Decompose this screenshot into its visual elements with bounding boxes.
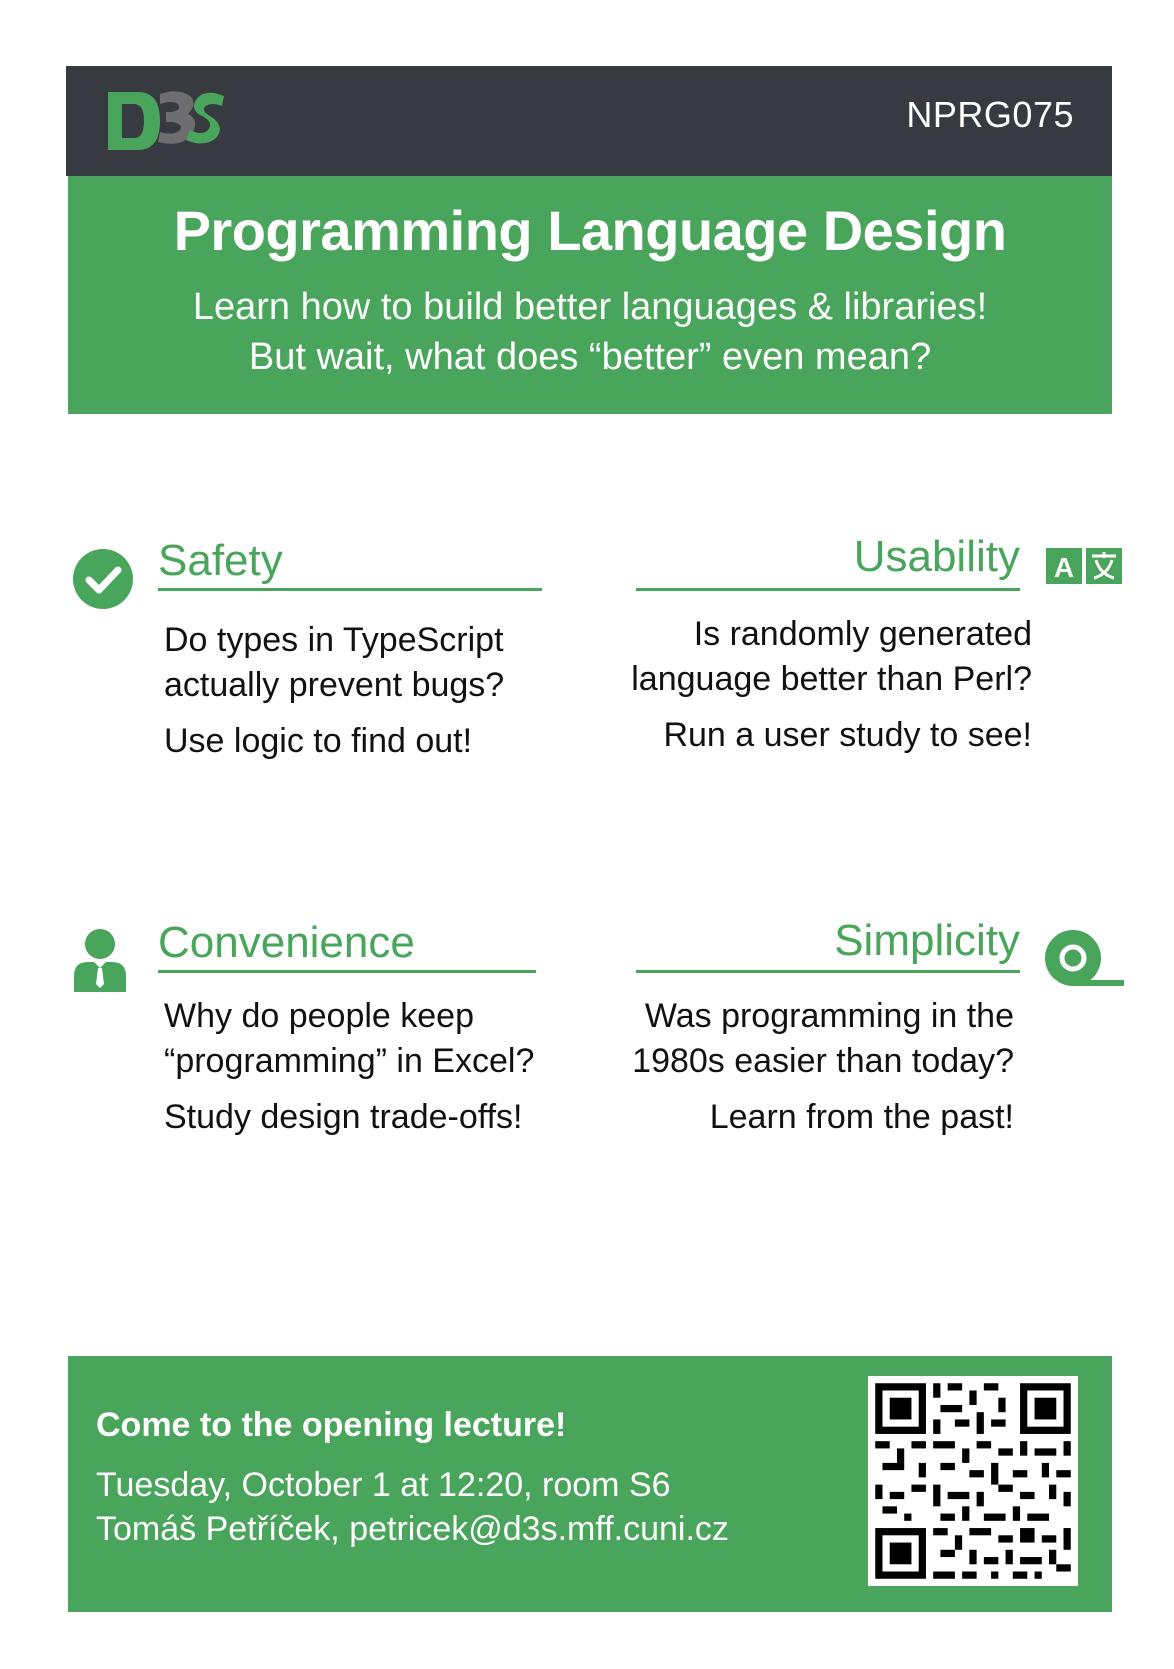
- section-question: [164, 994, 534, 1084]
- question-line: Was programming in the: [644, 997, 1014, 1035]
- page-title: Programming Language Design: [173, 199, 1007, 262]
- section-answer: Use logic to find out!: [164, 722, 473, 760]
- lecture-time: Tuesday, October 1 at 12:20, room S6: [96, 1466, 671, 1504]
- question-line: Why do people keep: [164, 997, 474, 1035]
- section-divider: [158, 970, 536, 973]
- contact-line[interactable]: Tomáš Petříček, petricek@d3s.mff.cuni.cz: [96, 1510, 729, 1548]
- section-question: [164, 618, 504, 708]
- question-line: actually prevent bugs?: [164, 666, 505, 704]
- section-answer: Study design trade-offs!: [164, 1098, 523, 1136]
- section-divider: [158, 588, 542, 591]
- course-code: NPRG075: [906, 94, 1074, 135]
- section-divider: [636, 588, 1020, 591]
- section-question: [600, 994, 1014, 1084]
- footer-banner: [68, 1356, 1112, 1612]
- tape-icon: [1044, 928, 1124, 988]
- hero-subtitle: Learn how to build better languages & libraries!: [192, 286, 988, 328]
- section-title-convenience: Convenience: [158, 918, 415, 967]
- section-answer: Run a user study to see!: [663, 716, 1032, 754]
- translate-icon: [1046, 546, 1124, 586]
- hero-banner: [68, 176, 1112, 414]
- hero-question: But wait, what does “better” even mean?: [248, 336, 932, 378]
- section-title-simplicity: Simplicity: [834, 916, 1020, 965]
- svg-text:A: A: [1053, 552, 1075, 583]
- section-title-safety: Safety: [158, 536, 283, 585]
- question-line: language better than Perl?: [631, 660, 1032, 698]
- header-bar: [66, 66, 1112, 176]
- question-line: 1980s easier than today?: [632, 1042, 1014, 1080]
- footer-heading: Come to the opening lecture!: [96, 1406, 567, 1444]
- qr-code[interactable]: [868, 1376, 1078, 1586]
- check-circle-icon: [72, 548, 134, 610]
- question-line: Do types in TypeScript: [164, 621, 504, 659]
- section-title-usability: Usability: [853, 532, 1020, 581]
- question-line: Is randomly generated: [693, 615, 1032, 653]
- section-answer: Learn from the past!: [709, 1098, 1014, 1136]
- section-divider: [636, 970, 1020, 973]
- question-line: “programming” in Excel?: [164, 1042, 535, 1080]
- d3s-logo: [104, 86, 230, 156]
- person-icon: [72, 928, 128, 992]
- section-question: [600, 612, 1032, 702]
